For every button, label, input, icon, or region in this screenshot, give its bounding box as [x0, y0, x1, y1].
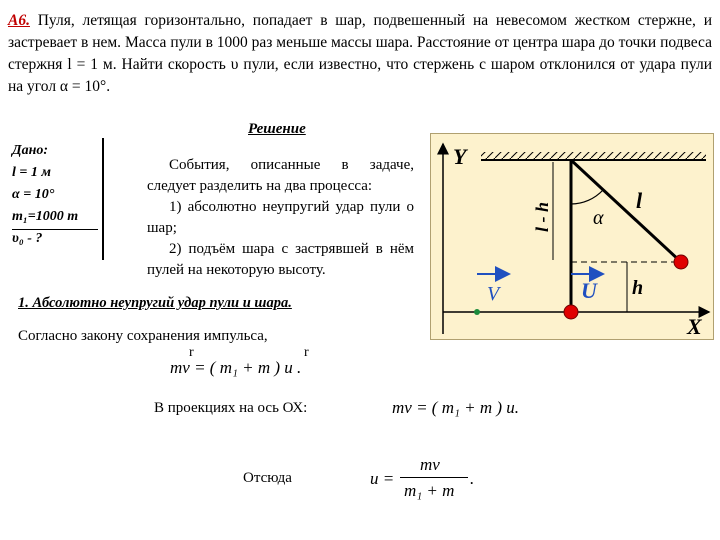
formula-velocity-lhs: u = — [370, 469, 395, 488]
ceiling-hatch — [481, 152, 706, 160]
axis-y-label: Y — [453, 144, 467, 169]
angle-arc — [571, 190, 603, 204]
bullet — [474, 309, 480, 315]
label-l: l — [636, 188, 643, 213]
pendulum-svg — [431, 134, 715, 341]
formula-velocity-denominator: m₁ + m — [404, 481, 455, 500]
vector-mark-u: r — [304, 345, 309, 360]
axis-x-label: X — [687, 314, 702, 339]
events-step-1: 1) абсолютно неупругий удар пули о шар; — [147, 199, 414, 236]
ball-initial — [564, 305, 578, 319]
label-h: h — [632, 277, 644, 299]
formula-momentum-projection: mv = ( m₁ + m ) u. — [392, 398, 520, 417]
given-divider — [102, 138, 104, 260]
formula-momentum-vector: mv = ( m₁ + m ) u . — [170, 358, 302, 377]
label-l-minus-h: l - h — [532, 201, 552, 232]
hence-label: Отсюда — [243, 470, 292, 486]
projection-label: В проекциях на ось ОХ: — [154, 400, 308, 416]
formula-velocity-end: . — [470, 469, 475, 488]
given-length: l = 1 м — [12, 165, 51, 180]
given-block — [12, 140, 104, 250]
label-u: U — [581, 278, 597, 303]
problem-text: Пуля, летящая горизонтально, попадает в шар, подвешенный на невесомом жестком стержне, и застревает в нем. Масса пули в 1000 раз меньше массы шара. Расстояние от центра шара до точки подвеса стержня l = 1 м. Найти скорость υ пули, если известно, что стержень с шаром отклонился от удара пули на угол α = 10°. — [8, 12, 712, 95]
rod-deflected — [571, 160, 681, 262]
given-find: υ₀ - ? — [12, 231, 43, 246]
conservation-text: Согласно закону сохранения импульса, — [18, 328, 268, 344]
label-alpha: α — [593, 207, 604, 229]
given-angle: α = 10° — [12, 187, 55, 202]
solution-title: Решение — [248, 121, 306, 137]
ball-deflected — [674, 255, 688, 269]
vector-mark-v: r — [189, 345, 194, 360]
problem-label: А6. — [8, 12, 30, 29]
formula-velocity-numerator: mv — [420, 455, 440, 474]
events-text — [147, 155, 414, 281]
events-step-2: 2) подъём шара с застрявшей в нём пулей на некоторую высоту. — [147, 241, 414, 278]
given-underline — [12, 229, 98, 230]
section-1-title: 1. Абсолютно неупругий удар пули и шара. — [18, 295, 292, 311]
problem-statement — [8, 10, 712, 98]
label-v: V — [487, 283, 500, 305]
given-mass: m₁=1000 m — [12, 209, 79, 224]
given-title: Дано: — [12, 143, 48, 158]
fraction-bar — [400, 477, 468, 478]
pendulum-diagram — [430, 133, 714, 340]
events-intro: События, описанные в задаче, следует разделить на два процесса: — [147, 157, 414, 194]
